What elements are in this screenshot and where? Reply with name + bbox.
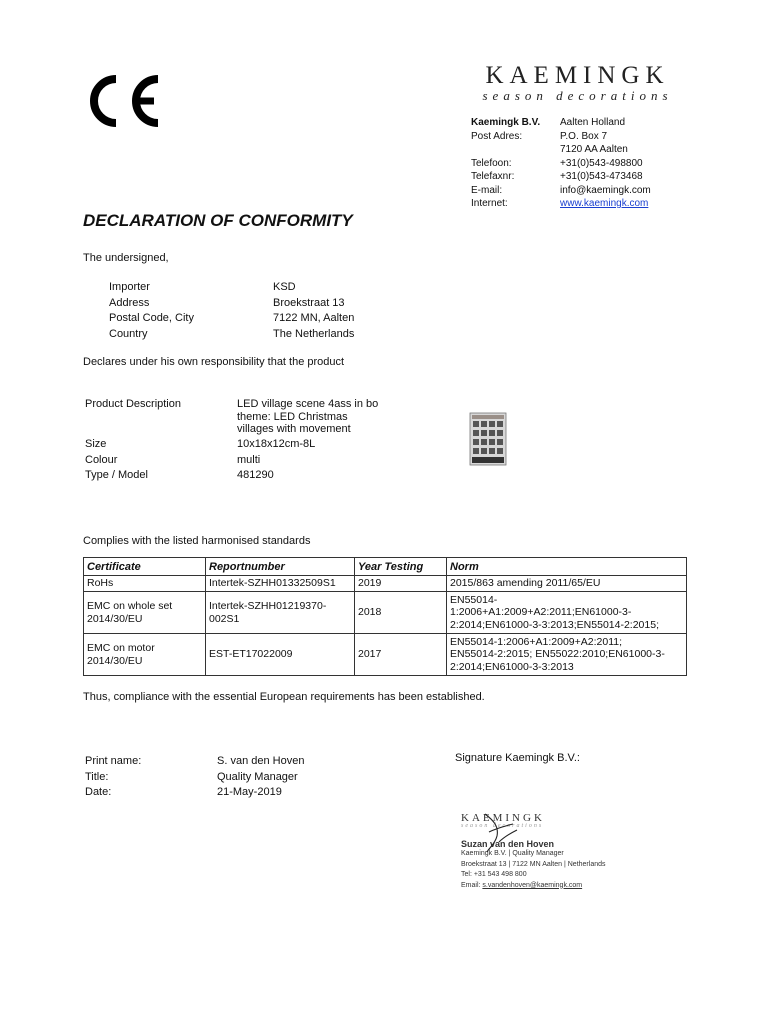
table-row bbox=[84, 592, 687, 634]
signature-block bbox=[461, 812, 651, 891]
importer-value: The Netherlands bbox=[273, 327, 355, 340]
contact-label: Post Adres: bbox=[471, 130, 523, 142]
signoff-value: Quality Manager bbox=[217, 770, 298, 783]
certificate-cell bbox=[84, 592, 206, 634]
website-link[interactable]: www.kaemingk.com bbox=[560, 198, 649, 209]
contact-label: E-mail: bbox=[471, 184, 503, 196]
contact-value: P.O. Box 7 bbox=[560, 130, 608, 142]
spec-label: Type / Model bbox=[85, 469, 148, 481]
importer-row bbox=[109, 311, 354, 327]
cell-line: EN55014- bbox=[450, 593, 498, 606]
contact-row bbox=[471, 157, 651, 171]
declaration-text: Declares under his own responsibility that the product bbox=[83, 356, 345, 368]
ce-mark-icon bbox=[82, 73, 162, 129]
email-link[interactable]: s.vandenhoven@kaemingk.com bbox=[482, 881, 583, 889]
importer-label: Country bbox=[109, 327, 148, 340]
certificate-cell bbox=[84, 634, 206, 676]
norm-cell bbox=[447, 576, 687, 592]
spec-label: Size bbox=[85, 438, 107, 450]
importer-label: Importer bbox=[109, 281, 150, 293]
signoff-row bbox=[85, 754, 304, 770]
norm-cell bbox=[447, 634, 687, 676]
table-row bbox=[84, 634, 687, 676]
cell-line: RoHs bbox=[87, 577, 114, 590]
cell-line: 2014/30/EU bbox=[87, 612, 143, 625]
product-description-label: Product Description bbox=[85, 398, 181, 410]
importer-value: KSD bbox=[273, 281, 296, 293]
contact-label: Telefaxnr: bbox=[471, 171, 515, 182]
cell-line: 2014/30/EU bbox=[87, 654, 143, 667]
size-value: 10x18x12cm-8L bbox=[237, 438, 316, 450]
signatory-line: Broekstraat 13 | 7122 MN Aalten | Netherlands bbox=[461, 860, 606, 868]
column-header: Year Testing bbox=[355, 558, 447, 576]
product-description-line: theme: LED Christmas bbox=[237, 410, 348, 423]
model-value: 481290 bbox=[237, 469, 274, 481]
importer-row bbox=[109, 327, 354, 343]
contact-row bbox=[471, 143, 651, 157]
contact-label: Telefoon: bbox=[471, 157, 512, 169]
spec-row bbox=[85, 437, 315, 453]
contact-row bbox=[471, 116, 651, 130]
importer-value: 7122 MN, Aalten bbox=[273, 312, 355, 324]
document-title: DECLARATION OF CONFORMITY bbox=[83, 211, 353, 230]
cell-line: 2:2014;EN61000-3-3:2013 bbox=[450, 660, 574, 673]
signoff-label: Date: bbox=[85, 786, 112, 798]
signatory-email-line bbox=[461, 881, 651, 892]
cell-line: 1:2006+A1:2009+A2:2011;EN61000-3- bbox=[450, 606, 632, 619]
column-header: Reportnumber bbox=[206, 558, 355, 576]
contact-value: info@kaemingk.com bbox=[560, 184, 651, 196]
signatory-line: Kaemingk B.V. | Quality Manager bbox=[461, 850, 564, 857]
report-cell bbox=[206, 592, 355, 634]
spec-row bbox=[85, 453, 315, 469]
contact-value: +31(0)543-473468 bbox=[560, 171, 643, 182]
product-specs bbox=[85, 437, 315, 484]
product-photo bbox=[469, 412, 507, 466]
contact-row bbox=[471, 170, 651, 184]
year-cell: 2017 bbox=[355, 634, 447, 676]
signoff-row bbox=[85, 770, 304, 786]
cell-line: EMC on whole set bbox=[87, 600, 173, 612]
signatory-name: Suzan van den Hoven bbox=[461, 839, 555, 849]
report-cell bbox=[206, 576, 355, 592]
year-cell: 2018 bbox=[355, 592, 447, 634]
colour-value: multi bbox=[237, 453, 261, 466]
importer-label: Address bbox=[109, 296, 150, 309]
cell-line: 2015/863 amending 2011/65/EU bbox=[450, 577, 601, 590]
importer-row bbox=[109, 296, 354, 312]
table-header-row bbox=[84, 558, 687, 576]
cell-line: EN55014-2:2015; EN55022:2010;EN61000-3- bbox=[450, 648, 665, 661]
contact-label bbox=[471, 143, 560, 157]
signoff-label: Print name: bbox=[85, 755, 142, 767]
cell-line: EST-ET17022009 bbox=[209, 648, 293, 661]
spec-label: Colour bbox=[85, 453, 118, 466]
intro-text: The undersigned, bbox=[83, 252, 169, 264]
signoff-row bbox=[85, 785, 304, 801]
norm-cell bbox=[447, 592, 687, 634]
signature-company-tagline: season decorations bbox=[461, 823, 544, 829]
contact-row bbox=[471, 184, 651, 198]
compliance-statement: Thus, compliance with the essential European requirements has been established. bbox=[83, 691, 485, 703]
product-description-line: LED village scene 4ass in bo bbox=[237, 398, 379, 410]
contact-label: Internet: bbox=[471, 198, 508, 209]
contact-row bbox=[471, 130, 651, 144]
product-description bbox=[237, 398, 378, 436]
certificate-cell bbox=[84, 576, 206, 592]
signoff-details bbox=[85, 754, 304, 801]
handwritten-signature bbox=[479, 812, 521, 856]
spec-row bbox=[85, 468, 315, 484]
product-description-line: villages with movement bbox=[237, 423, 351, 435]
cell-line: 002S1 bbox=[209, 612, 240, 625]
complies-text: Complies with the listed harmonised standards bbox=[83, 535, 311, 547]
signatory-line: Tel: +31 543 498 800 bbox=[461, 871, 527, 878]
cell-line: 2:2014;EN61000-3-3:2013;EN55014-2:2015; bbox=[450, 618, 659, 631]
signoff-label: Title: bbox=[85, 770, 109, 783]
cell-line: Intertek-SZHH01219370- bbox=[209, 600, 327, 612]
importer-details bbox=[109, 280, 354, 342]
company-logo bbox=[470, 62, 685, 104]
report-cell bbox=[206, 634, 355, 676]
table-row bbox=[84, 576, 687, 592]
contact-value: Aalten Holland bbox=[560, 117, 626, 128]
signoff-value: S. van den Hoven bbox=[217, 755, 305, 767]
column-header: Norm bbox=[447, 558, 687, 576]
brand-tagline: season decorations bbox=[482, 88, 673, 103]
cell-line: EMC on motor bbox=[87, 642, 155, 654]
brand-name: KAEMINGK bbox=[485, 62, 670, 89]
cell-line: Intertek-SZHH01332509S1 bbox=[209, 577, 336, 590]
column-header: Certificate bbox=[84, 558, 206, 576]
signoff-value: 21-May-2019 bbox=[217, 786, 282, 798]
contact-label: Kaemingk B.V. bbox=[471, 117, 541, 128]
company-contact-block bbox=[471, 116, 651, 211]
contact-value: 7120 AA Aalten bbox=[560, 144, 628, 155]
importer-value: Broekstraat 13 bbox=[273, 296, 345, 309]
cell-line: EN55014-1:2006+A1:2009+A2:2011; bbox=[450, 635, 623, 648]
year-cell: 2019 bbox=[355, 576, 447, 592]
contact-row bbox=[471, 197, 651, 211]
signature-company-logo: KAEMINGK bbox=[461, 812, 545, 824]
signature-label: Signature Kaemingk B.V.: bbox=[455, 752, 580, 764]
standards-table bbox=[83, 557, 687, 676]
importer-label: Postal Code, City bbox=[109, 312, 194, 324]
importer-row bbox=[109, 280, 354, 296]
email-label: Email: bbox=[461, 881, 481, 889]
contact-value: +31(0)543-498800 bbox=[560, 157, 643, 169]
